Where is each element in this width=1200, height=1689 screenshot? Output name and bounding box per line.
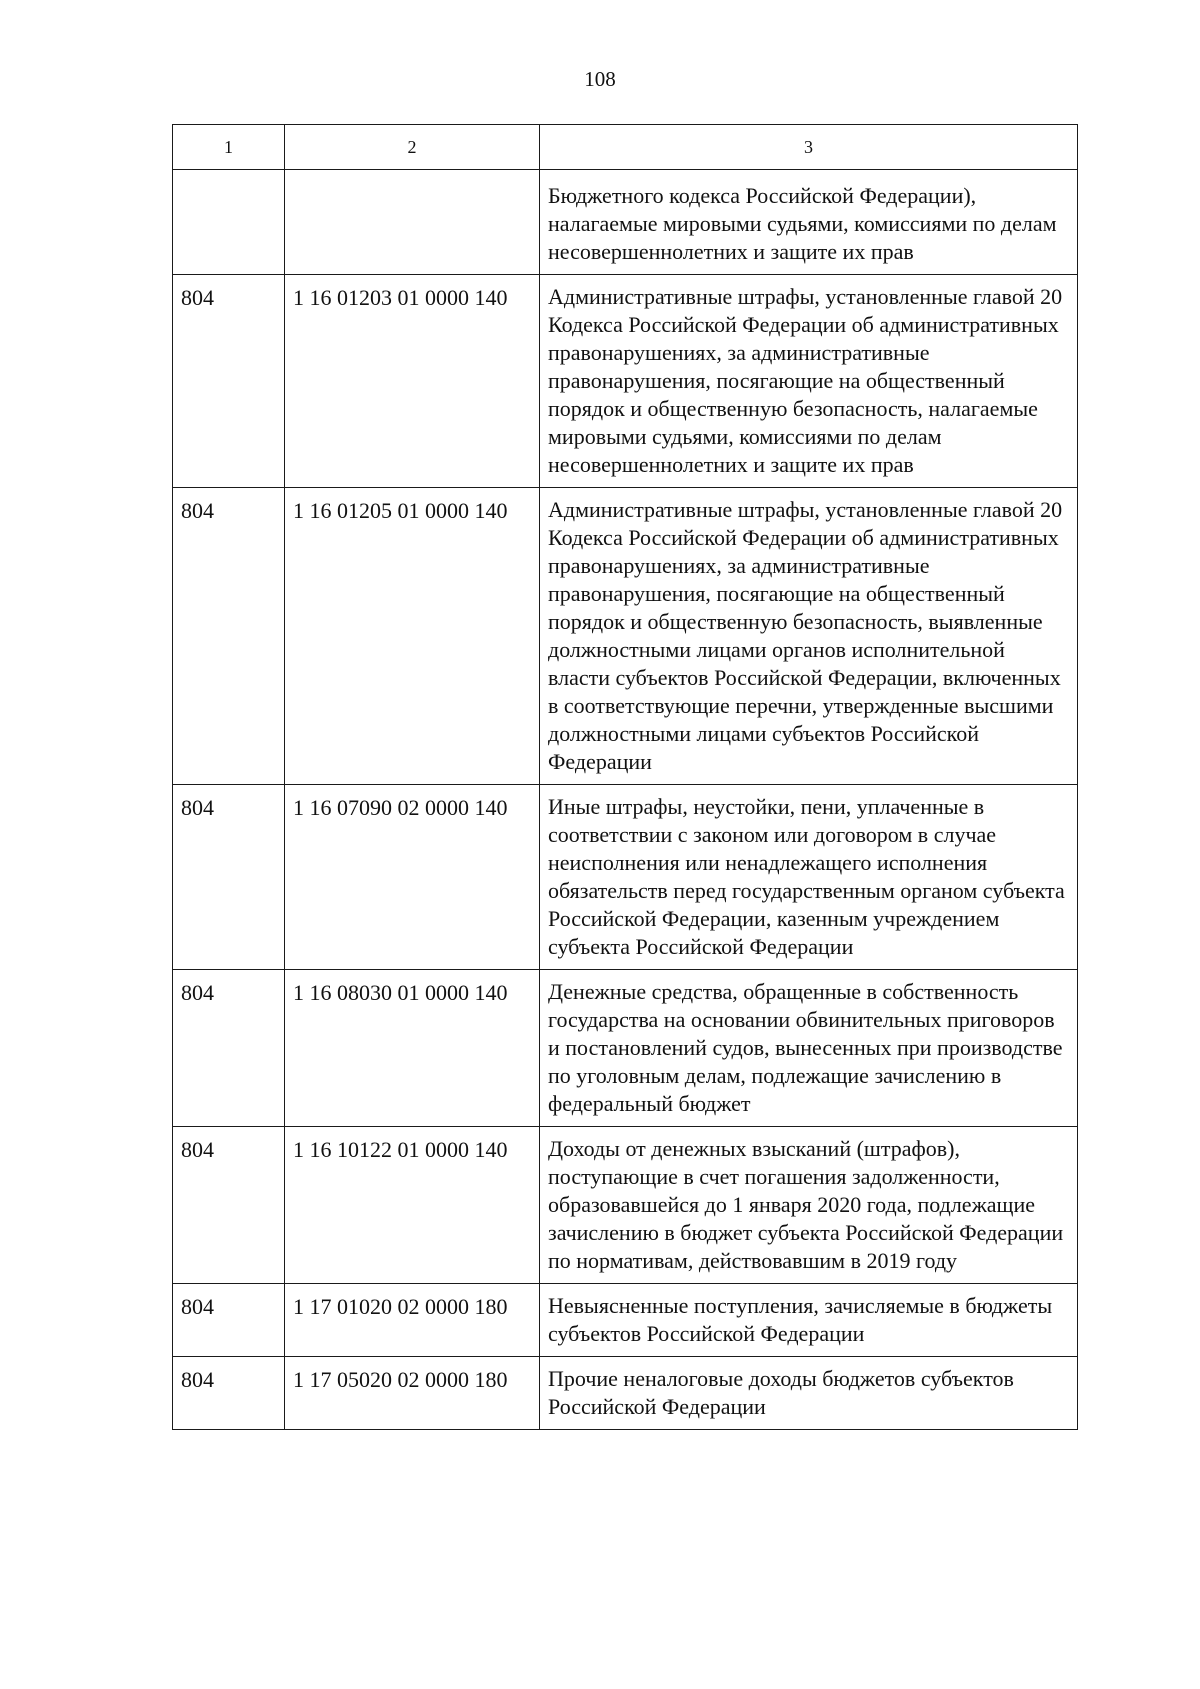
admin-cell: 804 [173, 1357, 285, 1430]
admin-cell [173, 170, 285, 275]
table-header-row [173, 125, 1078, 170]
page-number: 108 [584, 67, 616, 91]
admin-cell: 804 [173, 970, 285, 1127]
code-cell: 1 16 08030 01 0000 140 [285, 970, 540, 1127]
description-cell: Бюджетного кодекса Российской Федерации), налагаемые мировыми судьями, комиссиями по делам несовершеннолетних и защите их прав [540, 170, 1078, 275]
description-cell: Доходы от денежных взысканий (штрафов), поступающие в счет погашения задолженности, образовавшейся до 1 января 2020 года, подлежащие зачислению в бюджет субъекта Российской Федерации по нормативам, действовавшим в 2019 году [540, 1127, 1078, 1284]
table-row [173, 275, 1078, 488]
revenue-codes-table [172, 124, 1078, 1430]
table-row [173, 1357, 1078, 1430]
code-cell: 1 16 01203 01 0000 140 [285, 275, 540, 488]
table-row [173, 785, 1078, 970]
table-row [173, 970, 1078, 1127]
description-cell: Административные штрафы, установленные главой 20 Кодекса Российской Федерации об административных правонарушениях, за административные правонарушения, посягающие на общественный порядок и общественную безопасность, выявленные должностными лицами органов исполнительной власти субъектов Российской Федерации, включенных в соответствующие перечни, утвержденные высшими должностными лицами субъектов Российской Федерации [540, 488, 1078, 785]
table-row [173, 1284, 1078, 1357]
admin-cell: 804 [173, 785, 285, 970]
admin-cell: 804 [173, 488, 285, 785]
table-row-continuation [173, 170, 1078, 275]
header-cell-1: 1 [173, 125, 285, 170]
code-cell: 1 16 10122 01 0000 140 [285, 1127, 540, 1284]
table-row [173, 488, 1078, 785]
description-cell: Прочие неналоговые доходы бюджетов субъектов Российской Федерации [540, 1357, 1078, 1430]
description-cell: Денежные средства, обращенные в собственность государства на основании обвинительных приговоров и постановлений судов, вынесенных при производстве по уголовным делам, подлежащие зачислению в федеральный бюджет [540, 970, 1078, 1127]
header-cell-2: 2 [285, 125, 540, 170]
code-cell: 1 17 05020 02 0000 180 [285, 1357, 540, 1430]
code-cell [285, 170, 540, 275]
description-cell: Иные штрафы, неустойки, пени, уплаченные в соответствии с законом или договором в случае неисполнения или ненадлежащего исполнения обязательств перед государственным органом субъекта Российской Федерации, казенным учреждением субъекта Российской Федерации [540, 785, 1078, 970]
admin-cell: 804 [173, 1127, 285, 1284]
description-cell: Административные штрафы, установленные главой 20 Кодекса Российской Федерации об административных правонарушениях, за административные правонарушения, посягающие на общественный порядок и общественную безопасность, налагаемые мировыми судьями, комиссиями по делам несовершеннолетних и защите их прав [540, 275, 1078, 488]
code-cell: 1 16 01205 01 0000 140 [285, 488, 540, 785]
header-cell-3: 3 [540, 125, 1078, 170]
description-cell: Невыясненные поступления, зачисляемые в бюджеты субъектов Российской Федерации [540, 1284, 1078, 1357]
admin-cell: 804 [173, 1284, 285, 1357]
code-cell: 1 17 01020 02 0000 180 [285, 1284, 540, 1357]
code-cell: 1 16 07090 02 0000 140 [285, 785, 540, 970]
table-row [173, 1127, 1078, 1284]
admin-cell: 804 [173, 275, 285, 488]
